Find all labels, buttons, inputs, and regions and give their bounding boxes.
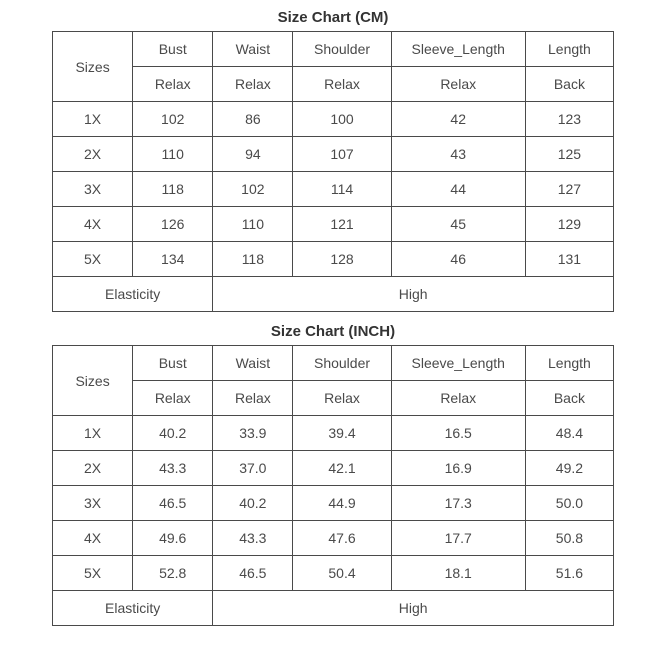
table-subheader-row (53, 67, 614, 102)
length-cell: 48.4 (525, 416, 613, 451)
sleeve-length-cell: 45 (391, 207, 525, 242)
size-cell: 2X (53, 451, 133, 486)
table-row (53, 137, 614, 172)
waist-cell: 86 (213, 102, 293, 137)
length-cell: 129 (525, 207, 613, 242)
length-cell: 131 (525, 242, 613, 277)
table-row (53, 242, 614, 277)
table-row (53, 556, 614, 591)
length-cell: 50.0 (525, 486, 613, 521)
size-cell: 4X (53, 521, 133, 556)
sleeve-length-cell: 42 (391, 102, 525, 137)
shoulder-subheader: Relax (293, 381, 391, 416)
table-row (53, 486, 614, 521)
sleeve-length-subheader: Relax (391, 381, 525, 416)
table-row (53, 521, 614, 556)
elasticity-value: High (213, 277, 614, 312)
table-header-row (53, 346, 614, 381)
table-row (53, 172, 614, 207)
elasticity-row (53, 591, 614, 626)
length-cell: 123 (525, 102, 613, 137)
size-cell: 2X (53, 137, 133, 172)
sleeve-length-cell: 17.7 (391, 521, 525, 556)
table-row (53, 451, 614, 486)
elasticity-label: Elasticity (53, 591, 213, 626)
shoulder-cell: 39.4 (293, 416, 391, 451)
cm-size-table (52, 31, 614, 312)
sizes-header: Sizes (53, 346, 133, 416)
inch-chart-title: Size Chart (INCH) (270, 323, 396, 340)
waist-cell: 94 (213, 137, 293, 172)
waist-cell: 40.2 (213, 486, 293, 521)
shoulder-cell: 47.6 (293, 521, 391, 556)
size-cell: 4X (53, 207, 133, 242)
bust-cell: 134 (133, 242, 213, 277)
table-header-row (53, 32, 614, 67)
shoulder-cell: 107 (293, 137, 391, 172)
bust-subheader: Relax (133, 381, 213, 416)
waist-cell: 33.9 (213, 416, 293, 451)
shoulder-header: Shoulder (293, 32, 391, 67)
shoulder-cell: 121 (293, 207, 391, 242)
sleeve-length-cell: 16.5 (391, 416, 525, 451)
elasticity-row (53, 277, 614, 312)
length-subheader: Back (525, 67, 613, 102)
table-subheader-row (53, 381, 614, 416)
bust-subheader: Relax (133, 67, 213, 102)
sleeve-length-cell: 44 (391, 172, 525, 207)
bust-cell: 102 (133, 102, 213, 137)
bust-cell: 43.3 (133, 451, 213, 486)
sleeve-length-cell: 17.3 (391, 486, 525, 521)
waist-cell: 43.3 (213, 521, 293, 556)
size-cell: 5X (53, 556, 133, 591)
waist-cell: 102 (213, 172, 293, 207)
table-row (53, 102, 614, 137)
shoulder-header: Shoulder (293, 346, 391, 381)
length-cell: 125 (525, 137, 613, 172)
inch-size-table (52, 345, 614, 626)
bust-header: Bust (133, 32, 213, 67)
bust-cell: 40.2 (133, 416, 213, 451)
length-header: Length (525, 346, 613, 381)
sleeve-length-subheader: Relax (391, 67, 525, 102)
elasticity-label: Elasticity (53, 277, 213, 312)
waist-cell: 110 (213, 207, 293, 242)
bust-header: Bust (133, 346, 213, 381)
bust-cell: 118 (133, 172, 213, 207)
shoulder-cell: 114 (293, 172, 391, 207)
shoulder-cell: 100 (293, 102, 391, 137)
bust-cell: 52.8 (133, 556, 213, 591)
elasticity-value: High (213, 591, 614, 626)
bust-cell: 126 (133, 207, 213, 242)
bust-cell: 46.5 (133, 486, 213, 521)
size-cell: 3X (53, 172, 133, 207)
length-cell: 127 (525, 172, 613, 207)
size-cell: 3X (53, 486, 133, 521)
waist-cell: 118 (213, 242, 293, 277)
shoulder-cell: 42.1 (293, 451, 391, 486)
length-subheader: Back (525, 381, 613, 416)
bust-cell: 110 (133, 137, 213, 172)
waist-subheader: Relax (213, 67, 293, 102)
sleeve-length-cell: 16.9 (391, 451, 525, 486)
waist-subheader: Relax (213, 381, 293, 416)
shoulder-cell: 44.9 (293, 486, 391, 521)
sleeve-length-header: Sleeve_Length (391, 346, 525, 381)
bust-cell: 49.6 (133, 521, 213, 556)
waist-cell: 46.5 (213, 556, 293, 591)
waist-header: Waist (213, 32, 293, 67)
length-cell: 50.8 (525, 521, 613, 556)
table-row (53, 207, 614, 242)
size-cell: 1X (53, 102, 133, 137)
length-header: Length (525, 32, 613, 67)
cm-chart-title: Size Chart (CM) (277, 9, 389, 26)
sleeve-length-cell: 43 (391, 137, 525, 172)
table-row (53, 416, 614, 451)
shoulder-cell: 50.4 (293, 556, 391, 591)
waist-cell: 37.0 (213, 451, 293, 486)
size-cell: 5X (53, 242, 133, 277)
length-cell: 51.6 (525, 556, 613, 591)
sleeve-length-cell: 46 (391, 242, 525, 277)
sleeve-length-cell: 18.1 (391, 556, 525, 591)
shoulder-cell: 128 (293, 242, 391, 277)
length-cell: 49.2 (525, 451, 613, 486)
sleeve-length-header: Sleeve_Length (391, 32, 525, 67)
waist-header: Waist (213, 346, 293, 381)
sizes-header: Sizes (53, 32, 133, 102)
shoulder-subheader: Relax (293, 67, 391, 102)
size-cell: 1X (53, 416, 133, 451)
